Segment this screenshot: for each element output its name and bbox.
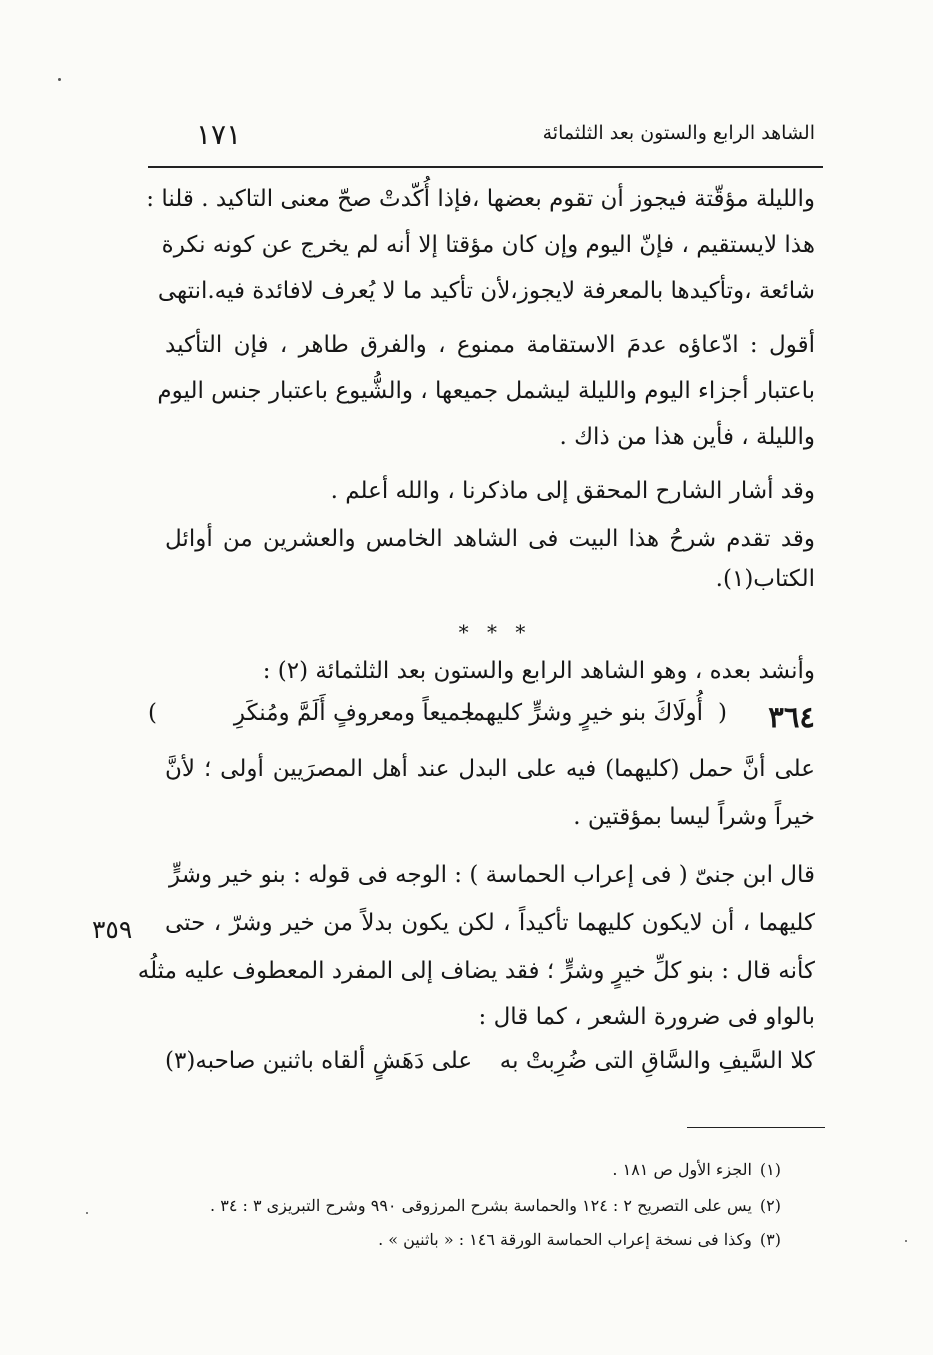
verse-line bbox=[148, 700, 815, 740]
body-line: وقد تقدم شرحُ هذا البيت فى الشاهد الخامس والعشرين من أوائل bbox=[165, 526, 815, 552]
footnote bbox=[210, 1196, 781, 1215]
poem-line bbox=[165, 1048, 815, 1088]
body-line: باعتبار أجزاء اليوم والليلة ليشمل جميعها ، والشُّيوع باعتبار جنس اليوم bbox=[157, 378, 815, 404]
page-number: ١٧١ bbox=[196, 118, 242, 151]
body-line: على أنَّ حمل (كليهما) فيه على البدل عند أهل المصرَيين أولى ؛ لأنَّ bbox=[165, 756, 815, 782]
body-line: الكتاب(١). bbox=[715, 566, 815, 592]
section-separator: * * * bbox=[458, 620, 532, 644]
body-line: خيراً وشراً ليسا بمؤقتين . bbox=[573, 804, 815, 830]
verse-intro: وأنشد بعده ، وهو الشاهد الرابع والستون بعد الثلثمائة (٢) : bbox=[262, 658, 815, 684]
body-line: كأنه قال : بنو كلِّ خيرٍ وشرٍّ ؛ فقد يضاف إلى المفرد المعطوف عليه مثلُه bbox=[137, 958, 815, 984]
body-line: وقد أشار الشارح المحقق إلى ماذكرنا ، والله أعلم . bbox=[330, 478, 815, 504]
running-header: الشاهد الرابع والستون بعد الثلثمائة bbox=[542, 122, 815, 144]
header-rule bbox=[148, 166, 823, 168]
body-line: والليلة ، فأين هذا من ذاك . bbox=[559, 424, 815, 450]
body-line: أقول : ادّعاؤه عدمَ الاستقامة ممنوع ، والفرق طاهر ، فإن التأكيد bbox=[165, 332, 815, 358]
verse-number: ٣٦٤ bbox=[768, 700, 815, 734]
body-line: والليلة مؤقّتة فيجوز أن تقوم بعضها ،فإذا أُكّدتْ صحّ معنى التاكيد . قلنا : bbox=[146, 186, 815, 212]
body-line: هذا لايستقيم ، فإنّ اليوم وإن كان مؤقتا إلا أنه لم يخرج عن كونه نكرة bbox=[161, 232, 815, 258]
verse-close-paren: ) bbox=[148, 700, 157, 726]
verse-hemistich-1: أُولَاكَ بنو خيرٍ وشرٍّ كليهما bbox=[465, 700, 703, 726]
poem-hemistich-1: كلا السَّيفِ والسَّاقِ التى ضُرِبتْ به bbox=[499, 1048, 815, 1074]
footnote-text: يس على التصريح ٢ : ١٢٤ والحماسة بشرح المرزوقى ٩٩٠ وشرح التبريزى ٣ : ٣٤ . bbox=[210, 1196, 752, 1215]
footnote-number: (٢) bbox=[759, 1196, 781, 1215]
verse-open-paren: ( bbox=[718, 700, 727, 726]
footnote-text: وكذا فى نسخة إعراب الحماسة الورقة ١٤٦ : « باثنين » . bbox=[378, 1230, 752, 1249]
footnote-number: (١) bbox=[759, 1160, 781, 1179]
scan-speck bbox=[58, 78, 61, 81]
footnote-number: (٣) bbox=[759, 1230, 781, 1249]
poem-hemistich-2: على دَهَشٍ ألقاه باثنين صاحبه(٣) bbox=[165, 1048, 473, 1074]
footnote-rule bbox=[687, 1127, 825, 1128]
scan-speck bbox=[86, 1212, 88, 1214]
footnote bbox=[378, 1230, 781, 1249]
body-line: كليهما ، أن لايكون كليهما تأكيداً ، لكن يكون بدلاً من خير وشرّ ، حتى bbox=[165, 910, 815, 936]
body-line: بالواو فى ضرورة الشعر ، كما قال : bbox=[478, 1004, 815, 1030]
footnote bbox=[612, 1160, 781, 1179]
body-line: قال ابن جنىّ ( فى إعراب الحماسة ) : الوجه فى قوله : بنو خير وشرٍّ bbox=[169, 862, 815, 888]
margin-number: ٣٥٩ bbox=[92, 915, 133, 944]
verse-hemistich-2: جميعاً ومعروفٍ أَلَمَّ ومُنكَرِ bbox=[233, 700, 475, 726]
scan-speck bbox=[905, 1240, 907, 1242]
footnote-text: الجزء الأول ص ١٨١ . bbox=[612, 1160, 752, 1179]
body-line: شائعة ،وتأكيدها بالمعرفة لايجوز،لأن تأكيد ما لا يُعرف لافائدة فيه.انتهى bbox=[157, 278, 815, 304]
